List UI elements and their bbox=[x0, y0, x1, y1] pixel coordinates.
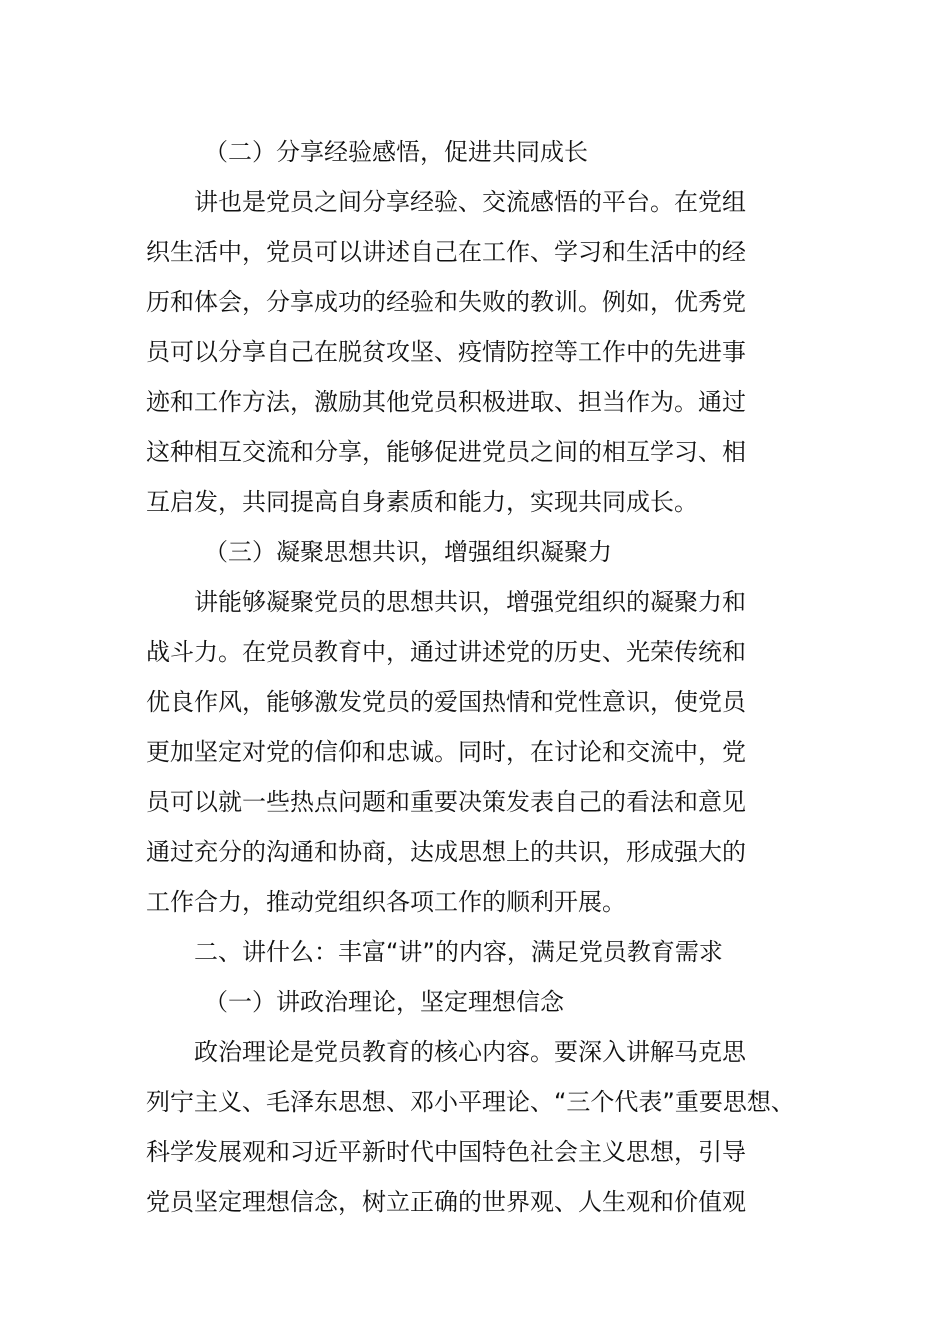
section-heading-3: （三）凝聚思想共识，增强组织凝聚力 bbox=[204, 538, 612, 566]
section-heading-1: （一）讲政治理论，坚定理想信念 bbox=[204, 988, 564, 1016]
paragraph-line: 列宁主义、毛泽东思想、邓小平理论、“三个代表”重要思想、 bbox=[146, 1088, 795, 1116]
paragraph-line: 党员坚定理想信念，树立正确的世界观、人生观和价值观 bbox=[146, 1188, 746, 1216]
paragraph-line: 工作合力，推动党组织各项工作的顺利开展。 bbox=[146, 888, 626, 916]
paragraph-line: 互启发，共同提高自身素质和能力，实现共同成长。 bbox=[146, 488, 698, 516]
paragraph-line: 员可以分享自己在脱贫攻坚、疫情防控等工作中的先进事 bbox=[146, 338, 746, 366]
paragraph-line: 织生活中，党员可以讲述自己在工作、学习和生活中的经 bbox=[146, 238, 746, 266]
paragraph-line: 讲也是党员之间分享经验、交流感悟的平台。在党组 bbox=[194, 188, 746, 216]
paragraph-line: 优良作风，能够激发党员的爱国热情和党性意识，使党员 bbox=[146, 688, 746, 716]
paragraph-line: 员可以就一些热点问题和重要决策发表自己的看法和意见 bbox=[146, 788, 746, 816]
paragraph-line: 战斗力。在党员教育中，通过讲述党的历史、光荣传统和 bbox=[146, 638, 746, 666]
paragraph-line: 更加坚定对党的信仰和忠诚。同时，在讨论和交流中，党 bbox=[146, 738, 746, 766]
paragraph-line: 这种相互交流和分享，能够促进党员之间的相互学习、相 bbox=[146, 438, 746, 466]
paragraph-line: 通过充分的沟通和协商，达成思想上的共识，形成强大的 bbox=[146, 838, 746, 866]
paragraph-line: 迹和工作方法，激励其他党员积极进取、担当作为。通过 bbox=[146, 388, 746, 416]
section-heading-2: （二）分享经验感悟，促进共同成长 bbox=[204, 138, 588, 166]
paragraph-line: 政治理论是党员教育的核心内容。要深入讲解马克思 bbox=[194, 1038, 746, 1066]
paragraph-line: 讲能够凝聚党员的思想共识，增强党组织的凝聚力和 bbox=[194, 588, 746, 616]
chapter-heading-2: 二、讲什么：丰富“讲”的内容，满足党员教育需求 bbox=[194, 938, 723, 966]
paragraph-line: 历和体会，分享成功的经验和失败的教训。例如，优秀党 bbox=[146, 288, 746, 316]
paragraph-line: 科学发展观和习近平新时代中国特色社会主义思想，引导 bbox=[146, 1138, 746, 1166]
